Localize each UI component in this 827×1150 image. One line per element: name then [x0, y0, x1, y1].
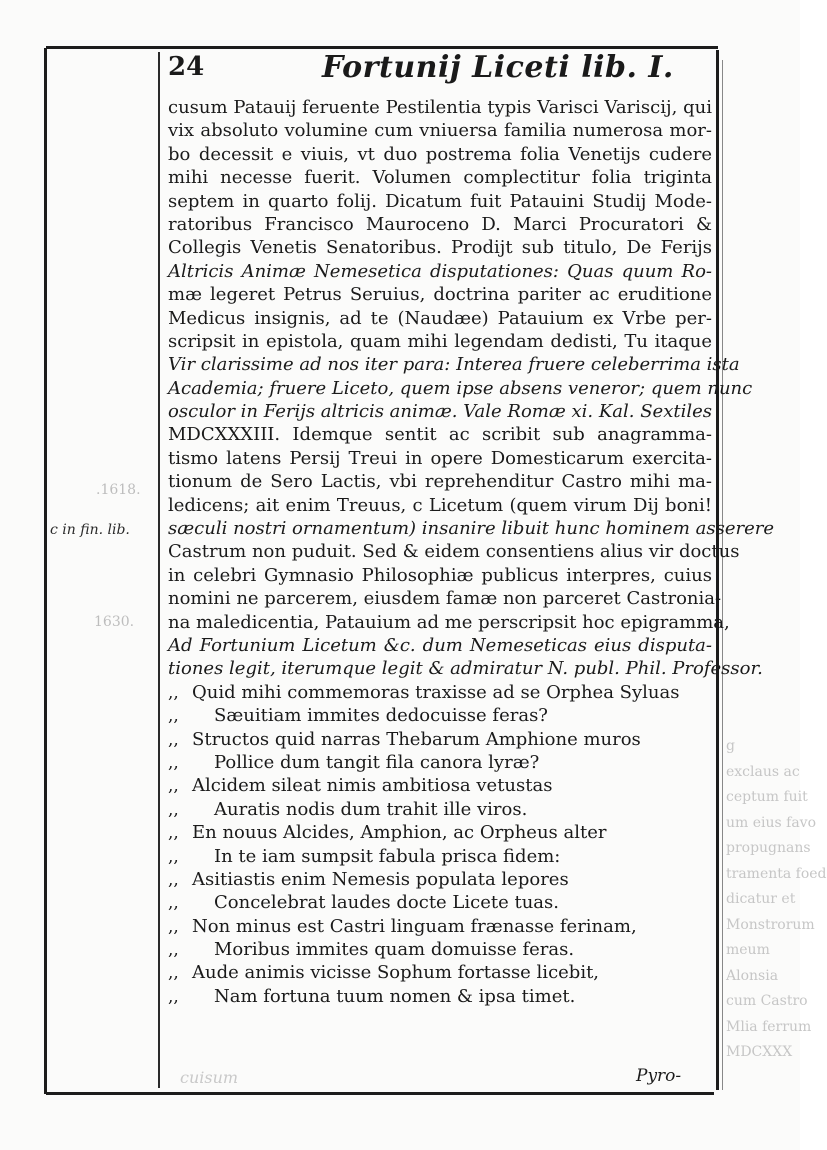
poem-line-text: Alcidem sileat nimis ambitiosa vetustas: [192, 775, 553, 797]
text-line: tionum de Sero Lactis, vbi reprehenditur Castro mihi ma-: [168, 471, 712, 493]
text-line: tismo latens Persij Treui in opere Domesticarum exercita-: [168, 447, 712, 469]
bleed-through-fragment: cum Castro: [726, 993, 808, 1009]
quote-mark: ,,: [168, 986, 179, 1007]
text-line: nomini ne parcerem, eiusdem famæ non parceret Castronia-: [168, 588, 722, 610]
quote-mark: ,,: [168, 799, 179, 820]
bleed-through-fragment: exclaus ac: [726, 763, 800, 780]
poem-line: [168, 681, 712, 704]
poem-line: [168, 868, 712, 891]
margin-note: c in fin. lib.: [50, 522, 130, 538]
poem-line-text: Aude animis vicisse Sophum fortasse licebit,: [192, 962, 600, 984]
bleed-through-fragment: ceptum fuit: [726, 789, 808, 805]
quote-mark: ,,: [168, 823, 179, 844]
prose-block: [168, 96, 774, 681]
text-line: ledicens; ait enim Treuus, c Licetum (quem virum Dij boni!: [168, 494, 712, 516]
text-line: tiones legit, iterumque legit & admiratur N. publ. Phil. Professor.: [168, 658, 763, 680]
poem-line-text: Nam fortuna tuum nomen & ipsa timet.: [214, 985, 576, 1007]
text-line: vix absoluto volumine cum vniuersa familia numerosa mor-: [168, 120, 712, 142]
text-line: Altricis Animæ Nemesetica disputationes: Quas quum Ro-: [168, 260, 712, 282]
page-number: 24: [168, 52, 205, 82]
epigram: [168, 681, 712, 1008]
bleed-through-margin: .1618.: [96, 482, 141, 498]
poem-line-text: Pollice dum tangit fila canora lyræ?: [214, 751, 540, 773]
text-line: MDCXXXIII. Idemque sentit ac scribit sub anagramma-: [168, 424, 712, 446]
text-line: mihi necesse fuerit. Volumen complectitur folia triginta: [168, 167, 712, 189]
text-line: sæculi nostri ornamentum) insanire libuit hunc hominem asserere: [168, 518, 774, 540]
quote-mark: ,,: [168, 682, 179, 703]
poem-line: [168, 891, 712, 914]
poem-line: [168, 985, 712, 1008]
bleed-through-fragment: Monstrorum: [726, 916, 815, 933]
text-line: Castrum non puduit. Sed & eidem consentiens alius vir doctus: [168, 541, 740, 563]
margin-column-rule: [158, 52, 160, 1088]
poem-line: [168, 915, 712, 938]
poem-line-text: In te iam sumpsit fabula prisca fidem:: [214, 845, 561, 867]
bleed-through-fragment: propugnans: [726, 840, 811, 856]
poem-line-text: Asitiastis enim Nemesis populata lepores: [192, 868, 569, 890]
bleed-through-fragment: g: [726, 738, 735, 754]
poem-line-text: Structos quid narras Thebarum Amphione muros: [192, 728, 641, 750]
frame-right-rule: [716, 50, 719, 1090]
quote-mark: ,,: [168, 869, 179, 890]
poem-line-text: Moribus immites quam domuisse feras.: [214, 939, 575, 961]
text-line: cusum Patauij feruente Pestilentia typis Varisci Variscij, qui: [168, 97, 712, 118]
frame-right-faint-rule: [722, 60, 723, 1090]
text-line: septem in quarto folij. Dicatum fuit Patauini Studij Mode-: [168, 190, 712, 212]
text-line: scripsit in epistola, quam mihi legendam dedisti, Tu itaque: [168, 330, 712, 352]
text-line: Academia; fruere Liceto, quem ipse absens veneror; quem nunc: [168, 377, 753, 399]
quote-mark: ,,: [168, 729, 179, 750]
text-line: Collegis Venetis Senatoribus. Prodijt sub titulo, De Ferijs: [168, 237, 712, 259]
poem-line: [168, 821, 712, 844]
catchword: Pyro-: [636, 1066, 682, 1086]
bleed-through-margin: 1630.: [94, 614, 135, 630]
text-line: Ad Fortunium Licetum &c. dum Nemeseticas eius disputa-: [168, 634, 712, 656]
text-line: Vir clarissime ad nos iter para: Interea fruere celeberrima ista: [168, 354, 740, 376]
bleed-through-fragment: meum: [726, 942, 770, 958]
poem-line-text: En nouus Alcides, Amphion, ac Orpheus alter: [192, 822, 607, 844]
bleed-through-bottom: cuisum: [180, 1068, 239, 1087]
poem-line-text: Non minus est Castri linguam frænasse ferinam,: [192, 915, 637, 937]
poem-line: [168, 774, 712, 797]
quote-mark: ,,: [168, 706, 179, 727]
frame-left-rule: [44, 48, 47, 1094]
quote-mark: ,,: [168, 893, 179, 914]
quote-mark: ,,: [168, 940, 179, 961]
text-line: osculor in Ferijs altricis animæ. Vale Romæ xi. Kal. Sextiles: [168, 401, 712, 423]
poem-line: [168, 728, 712, 751]
quote-mark: ,,: [168, 916, 179, 937]
frame-bottom-rule: [46, 1092, 714, 1095]
quote-mark: ,,: [168, 752, 179, 773]
running-head: Fortunij Liceti lib. I.: [322, 50, 674, 85]
poem-line-text: Auratis nodis dum trahit ille viros.: [214, 798, 528, 820]
poem-line-text: Quid mihi commemoras traxisse ad se Orphea Syluas: [192, 681, 680, 703]
poem-line: [168, 751, 712, 774]
quote-mark: ,,: [168, 963, 179, 984]
poem-line: [168, 845, 712, 868]
bleed-through-fragment: dicatur et: [726, 891, 796, 907]
poem-line-text: Concelebrat laudes docte Licete tuas.: [214, 892, 559, 914]
text-line: Medicus insignis, ad te (Naudæe) Patauium ex Vrbe per-: [168, 307, 712, 329]
page-header: [166, 46, 716, 96]
quote-mark: ,,: [168, 776, 179, 797]
text-line: in celebri Gymnasio Philosophiæ publicus interpres, cuius: [168, 564, 712, 586]
poem-line: [168, 938, 712, 961]
poem-line: [168, 961, 712, 984]
bleed-through-fragment: um eius favo: [726, 814, 817, 831]
poem-line: [168, 798, 712, 821]
poem-line: [168, 704, 712, 727]
bleed-through-fragment: Mlia ferrum: [726, 1018, 812, 1035]
bleed-through-fragment: Alonsia: [726, 967, 779, 984]
bleed-through-fragment: tramenta foed: [726, 865, 827, 882]
text-line: mæ legeret Petrus Seruius, doctrina pariter ac eruditione: [168, 284, 712, 306]
text-line: ratoribus Francisco Mauroceno D. Marci Procuratori &: [168, 213, 712, 235]
text-line: na maledicentia, Patauium ad me perscripsit hoc epigramma,: [168, 611, 730, 633]
quote-mark: ,,: [168, 846, 179, 867]
poem-line-text: Sæuitiam immites dedocuisse feras?: [214, 705, 548, 727]
bleed-through-fragment: MDCXXX: [726, 1044, 793, 1060]
text-line: bo decessit e viuis, vt duo postrema folia Venetijs cudere: [168, 143, 712, 165]
